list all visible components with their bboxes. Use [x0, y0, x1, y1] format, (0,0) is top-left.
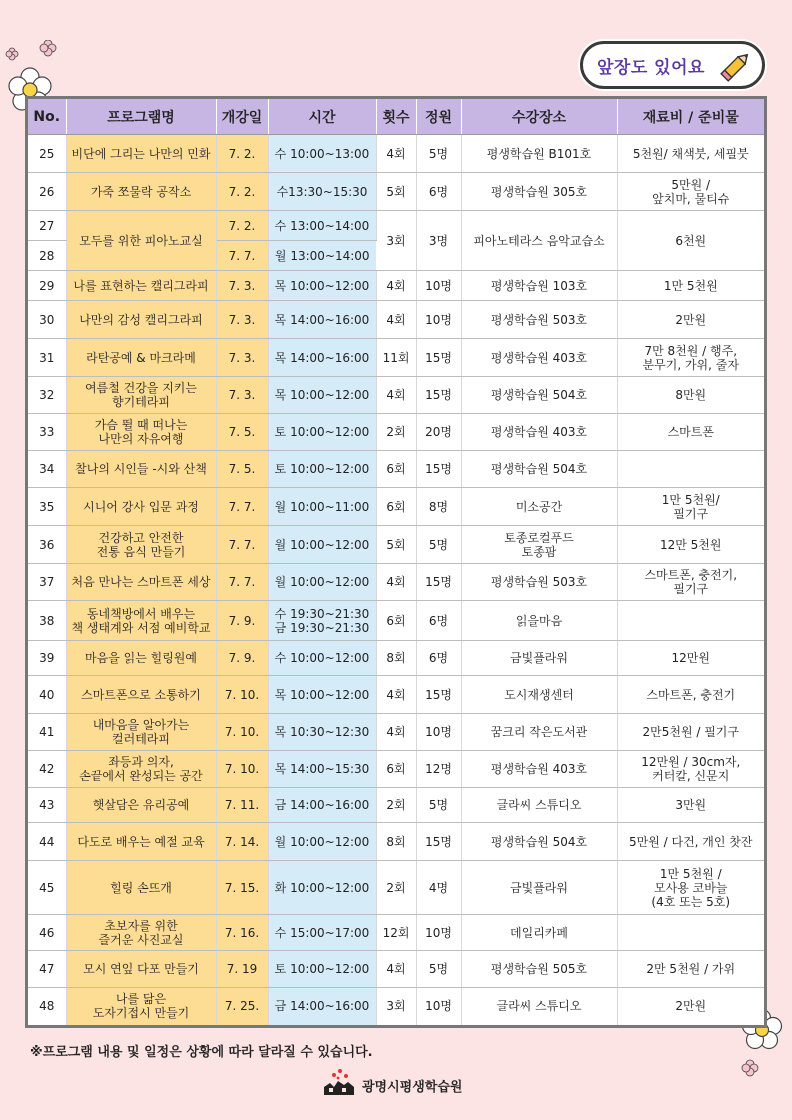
cell-program-name: 마음을 읽는 힐링원예 [66, 641, 216, 676]
header-materials: 재료비 / 준비물 [617, 99, 764, 135]
table-row [28, 488, 764, 526]
cell-program-name: 초보자를 위한 즐거운 사진교실 [66, 915, 216, 951]
cell-materials: 12만원 / 30cm자, 커터칼, 신문지 [617, 751, 764, 788]
cell-capacity: 15명 [416, 676, 461, 714]
cell-program-name: 라탄공예 & 마크라메 [66, 339, 216, 377]
cell-sessions: 3회 [376, 211, 416, 271]
cell-time: 금 14:00~16:00 [268, 788, 376, 823]
table-row [28, 915, 764, 951]
table-row [28, 564, 764, 601]
cell-sessions: 2회 [376, 414, 416, 451]
cell-sessions: 6회 [376, 488, 416, 526]
table-row [28, 526, 764, 564]
cell-materials: 2만 5천원 / 가위 [617, 951, 764, 988]
cell-capacity: 5명 [416, 526, 461, 564]
cell-no: 43 [28, 788, 66, 823]
cell-start-date: 7. 9. [216, 601, 268, 641]
cell-location: 금빛플라워 [461, 641, 617, 676]
cell-capacity: 6명 [416, 641, 461, 676]
cell-sessions: 4회 [376, 301, 416, 339]
cell-program-name: 나만의 감성 캘리그라피 [66, 301, 216, 339]
cell-no: 42 [28, 751, 66, 788]
table-row [28, 173, 764, 211]
cell-time: 월 10:00~11:00 [268, 488, 376, 526]
cell-program-name: 건강하고 안전한 전통 음식 만들기 [66, 526, 216, 564]
header-location: 수강장소 [461, 99, 617, 135]
cell-program-name: 내마음을 알아가는 컬러테라피 [66, 714, 216, 751]
cell-time: 수 19:30~21:30 금 19:30~21:30 [268, 601, 376, 641]
cell-materials [617, 601, 764, 641]
cell-location: 평생학습원 503호 [461, 301, 617, 339]
table-row [28, 271, 764, 301]
cell-start-date: 7. 2. [216, 173, 268, 211]
cell-program-name: 시니어 강사 입문 과정 [66, 488, 216, 526]
table-row [28, 861, 764, 915]
cell-no: 41 [28, 714, 66, 751]
cell-sessions: 4회 [376, 271, 416, 301]
cell-no: 29 [28, 271, 66, 301]
cell-sessions: 5회 [376, 173, 416, 211]
cell-sessions: 6회 [376, 751, 416, 788]
cell-location: 도시재생센터 [461, 676, 617, 714]
cell-sessions: 2회 [376, 861, 416, 915]
cell-time: 수 10:00~12:00 [268, 641, 376, 676]
program-table [25, 96, 767, 1028]
cell-no: 45 [28, 861, 66, 915]
cell-time: 화 10:00~12:00 [268, 861, 376, 915]
cell-program-name: 나를 닮은 도자기접시 만들기 [66, 988, 216, 1025]
table-row [28, 135, 764, 173]
cell-time: 토 10:00~12:00 [268, 951, 376, 988]
cell-start-date: 7. 3. [216, 271, 268, 301]
cell-location: 피아노테라스 음악교습소 [461, 211, 617, 271]
cell-program-name: 비단에 그리는 나만의 민화 [66, 135, 216, 173]
cell-time: 목 10:00~12:00 [268, 676, 376, 714]
cell-start-date: 7. 14. [216, 823, 268, 861]
header-time: 시간 [268, 99, 376, 135]
cell-time: 토 10:00~12:00 [268, 451, 376, 488]
cell-capacity: 15명 [416, 451, 461, 488]
cell-start-date: 7. 9. [216, 641, 268, 676]
cell-location: 평생학습원 505호 [461, 951, 617, 988]
badge-label: 앞장도 있어요 [597, 57, 705, 78]
cell-materials: 스마트폰 [617, 414, 764, 451]
pencil-icon [718, 48, 754, 84]
cell-sessions: 5회 [376, 526, 416, 564]
cell-location: 평생학습원 B101호 [461, 135, 617, 173]
cell-time: 목 10:30~12:30 [268, 714, 376, 751]
header-start-date: 개강일 [216, 99, 268, 135]
cell-time: 목 14:00~16:00 [268, 339, 376, 377]
cell-start-date: 7. 7. [216, 526, 268, 564]
cell-capacity: 6명 [416, 173, 461, 211]
table-row [28, 676, 764, 714]
header-sessions: 횟수 [376, 99, 416, 135]
cell-no: 38 [28, 601, 66, 641]
cell-time: 목 10:00~12:00 [268, 271, 376, 301]
cell-start-date: 7. 3. [216, 301, 268, 339]
next-page-badge [580, 41, 765, 89]
cell-no: 40 [28, 676, 66, 714]
cell-materials: 2만5천원 / 필기구 [617, 714, 764, 751]
cell-materials [617, 451, 764, 488]
cell-sessions: 12회 [376, 915, 416, 951]
cell-sessions: 4회 [376, 564, 416, 601]
cell-no: 44 [28, 823, 66, 861]
cell-no: 48 [28, 988, 66, 1025]
institution-logo [322, 1067, 462, 1097]
table-row [28, 451, 764, 488]
cell-program-name: 찰나의 시인들 -시와 산책 [66, 451, 216, 488]
cell-sessions: 6회 [376, 451, 416, 488]
cell-location: 평생학습원 305호 [461, 173, 617, 211]
cell-capacity: 10명 [416, 988, 461, 1025]
cell-time: 수 10:00~13:00 [268, 135, 376, 173]
cell-time: 목 14:00~16:00 [268, 301, 376, 339]
cell-no: 37 [28, 564, 66, 601]
cell-location: 꿈크리 작은도서관 [461, 714, 617, 751]
cell-sessions: 4회 [376, 951, 416, 988]
cell-start-date: 7. 3. [216, 339, 268, 377]
cell-location: 금빛플라워 [461, 861, 617, 915]
cell-program-name: 동네책방에서 배우는 책 생태계와 서점 예비학교 [66, 601, 216, 641]
cell-capacity: 5명 [416, 951, 461, 988]
cell-program-name: 가슴 뛸 때 떠나는 나만의 자유여행 [66, 414, 216, 451]
table-header-row [28, 99, 764, 135]
cell-materials: 5만원 / 다건, 개인 찻잔 [617, 823, 764, 861]
table-row [28, 951, 764, 988]
table-row [28, 751, 764, 788]
cell-sessions: 6회 [376, 601, 416, 641]
cell-start-date: 7. 16. [216, 915, 268, 951]
cell-start-date: 7. 3. [216, 377, 268, 414]
cell-time: 수13:30~15:30 [268, 173, 376, 211]
cell-capacity: 10명 [416, 271, 461, 301]
cell-time: 금 14:00~16:00 [268, 988, 376, 1025]
cell-no: 35 [28, 488, 66, 526]
cell-sessions: 4회 [376, 135, 416, 173]
cell-time: 목 10:00~12:00 [268, 377, 376, 414]
cell-program-name: 모시 연잎 다포 만들기 [66, 951, 216, 988]
cell-no: 34 [28, 451, 66, 488]
cell-materials: 12만원 [617, 641, 764, 676]
cell-materials: 스마트폰, 충전기 [617, 676, 764, 714]
cell-materials: 1만 5천원 [617, 271, 764, 301]
table-row [28, 414, 764, 451]
cell-start-date: 7. 11. [216, 788, 268, 823]
cell-capacity: 10명 [416, 714, 461, 751]
cell-location: 평생학습원 504호 [461, 823, 617, 861]
cell-sessions: 4회 [376, 714, 416, 751]
cell-materials: 3만원 [617, 788, 764, 823]
cell-capacity: 10명 [416, 301, 461, 339]
cell-capacity: 15명 [416, 564, 461, 601]
cell-location: 읽을마음 [461, 601, 617, 641]
cell-sessions: 3회 [376, 988, 416, 1025]
cell-capacity: 6명 [416, 601, 461, 641]
cell-no: 26 [28, 173, 66, 211]
cell-sessions: 8회 [376, 641, 416, 676]
cell-materials: 6천원 [617, 211, 764, 271]
cell-no: 28 [28, 241, 66, 271]
cell-no: 31 [28, 339, 66, 377]
cell-start-date: 7. 7. [216, 241, 268, 271]
cell-program-name: 가죽 쪼물락 공작소 [66, 173, 216, 211]
cell-sessions: 4회 [376, 676, 416, 714]
cell-capacity: 15명 [416, 339, 461, 377]
cell-time: 수 15:00~17:00 [268, 915, 376, 951]
cell-time: 월 10:00~12:00 [268, 564, 376, 601]
cell-program-name: 나를 표현하는 캘리그라피 [66, 271, 216, 301]
cell-location: 평생학습원 403호 [461, 339, 617, 377]
cell-location: 토종로컬푸드 토종팜 [461, 526, 617, 564]
cell-start-date: 7. 25. [216, 988, 268, 1025]
cell-location: 글라씨 스튜디오 [461, 988, 617, 1025]
cell-start-date: 7. 7. [216, 488, 268, 526]
cell-capacity: 20명 [416, 414, 461, 451]
table-row [28, 641, 764, 676]
cell-start-date: 7. 5. [216, 451, 268, 488]
cell-start-date: 7. 2. [216, 211, 268, 241]
cell-materials: 1만 5천원/ 필기구 [617, 488, 764, 526]
cell-program-name: 스마트폰으로 소통하기 [66, 676, 216, 714]
cell-start-date: 7. 2. [216, 135, 268, 173]
cell-program-name: 좌등과 의자, 손끝에서 완성되는 공간 [66, 751, 216, 788]
cell-materials: 8만원 [617, 377, 764, 414]
cell-time: 월 10:00~12:00 [268, 823, 376, 861]
header-capacity: 정원 [416, 99, 461, 135]
cell-start-date: 7. 10. [216, 676, 268, 714]
cell-location: 평생학습원 403호 [461, 414, 617, 451]
cell-time: 월 10:00~12:00 [268, 526, 376, 564]
cell-sessions: 11회 [376, 339, 416, 377]
cell-capacity: 5명 [416, 788, 461, 823]
table-row [28, 301, 764, 339]
cell-sessions: 8회 [376, 823, 416, 861]
table-row [28, 823, 764, 861]
cell-program-name: 햇살담은 유리공예 [66, 788, 216, 823]
cell-capacity: 15명 [416, 377, 461, 414]
cell-location: 미소공간 [461, 488, 617, 526]
cell-start-date: 7. 5. [216, 414, 268, 451]
cell-location: 평생학습원 103호 [461, 271, 617, 301]
cell-program-name: 처음 만나는 스마트폰 세상 [66, 564, 216, 601]
cell-capacity: 5명 [416, 135, 461, 173]
header-program: 프로그램명 [66, 99, 216, 135]
cell-no: 32 [28, 377, 66, 414]
footnote: ※프로그램 내용 및 일정은 상황에 따라 달라질 수 있습니다. [30, 1045, 373, 1060]
cell-materials: 2만원 [617, 301, 764, 339]
cell-program-name: 모두를 위한 피아노교실 [66, 211, 216, 271]
cell-no: 46 [28, 915, 66, 951]
cell-start-date: 7. 19 [216, 951, 268, 988]
cell-program-name: 다도로 배우는 예절 교육 [66, 823, 216, 861]
cell-no: 27 [28, 211, 66, 241]
cell-capacity: 10명 [416, 915, 461, 951]
cell-time: 토 10:00~12:00 [268, 414, 376, 451]
cell-materials: 2만원 [675, 999, 707, 1014]
cell-no: 30 [28, 301, 66, 339]
cell-sessions: 2회 [376, 788, 416, 823]
cell-materials: 7만 8천원 / 행주, 분무기, 가위, 줄자 [617, 339, 764, 377]
cell-materials: 1만 5천원 / 모사용 코바늘 (4호 또는 5호) [617, 861, 764, 915]
cell-materials: 5만원 / 앞치마, 물티슈 [617, 173, 764, 211]
cell-capacity: 4명 [416, 861, 461, 915]
cell-capacity: 12명 [416, 751, 461, 788]
logo-text: 광명시평생학습원 [362, 1080, 463, 1095]
cell-capacity: 3명 [416, 211, 461, 271]
table-row [28, 788, 764, 823]
logo-icon [322, 1067, 356, 1097]
cell-location: 글라씨 스튜디오 [461, 788, 617, 823]
cell-location: 데일리카페 [461, 915, 617, 951]
cell-no: 33 [28, 414, 66, 451]
cell-materials: 스마트폰, 충전기, 필기구 [617, 564, 764, 601]
cell-no: 39 [28, 641, 66, 676]
cell-sessions: 4회 [376, 377, 416, 414]
cell-time: 월 13:00~14:00 [268, 241, 376, 271]
cell-start-date: 7. 15. [216, 861, 268, 915]
table-row [28, 339, 764, 377]
cell-capacity: 8명 [416, 488, 461, 526]
cell-program-name: 여름철 건강을 지키는 향기테라피 [66, 377, 216, 414]
cell-time: 수 13:00~14:00 [268, 211, 376, 241]
cell-no: 36 [28, 526, 66, 564]
cell-location: 평생학습원 504호 [461, 377, 617, 414]
cell-materials: 5천원/ 채색붓, 세필붓 [617, 135, 764, 173]
table-row [28, 377, 764, 414]
table-row [28, 714, 764, 751]
cell-location: 평생학습원 504호 [461, 451, 617, 488]
header-no: No. [28, 99, 66, 135]
cell-location: 평생학습원 503호 [461, 564, 617, 601]
cell-time: 목 14:00~15:30 [268, 751, 376, 788]
cell-no: 47 [28, 951, 66, 988]
cell-materials [617, 915, 764, 951]
cell-no: 25 [28, 135, 66, 173]
table-row [28, 211, 764, 241]
cell-capacity: 15명 [416, 823, 461, 861]
cell-materials: 12만 5천원 [617, 526, 764, 564]
cell-start-date: 7. 10. [216, 751, 268, 788]
cell-location: 평생학습원 403호 [461, 751, 617, 788]
cell-start-date: 7. 7. [216, 564, 268, 601]
cell-start-date: 7. 10. [216, 714, 268, 751]
table-row [28, 988, 764, 1025]
table-row [28, 601, 764, 641]
cell-program-name: 힐링 손뜨개 [66, 861, 216, 915]
